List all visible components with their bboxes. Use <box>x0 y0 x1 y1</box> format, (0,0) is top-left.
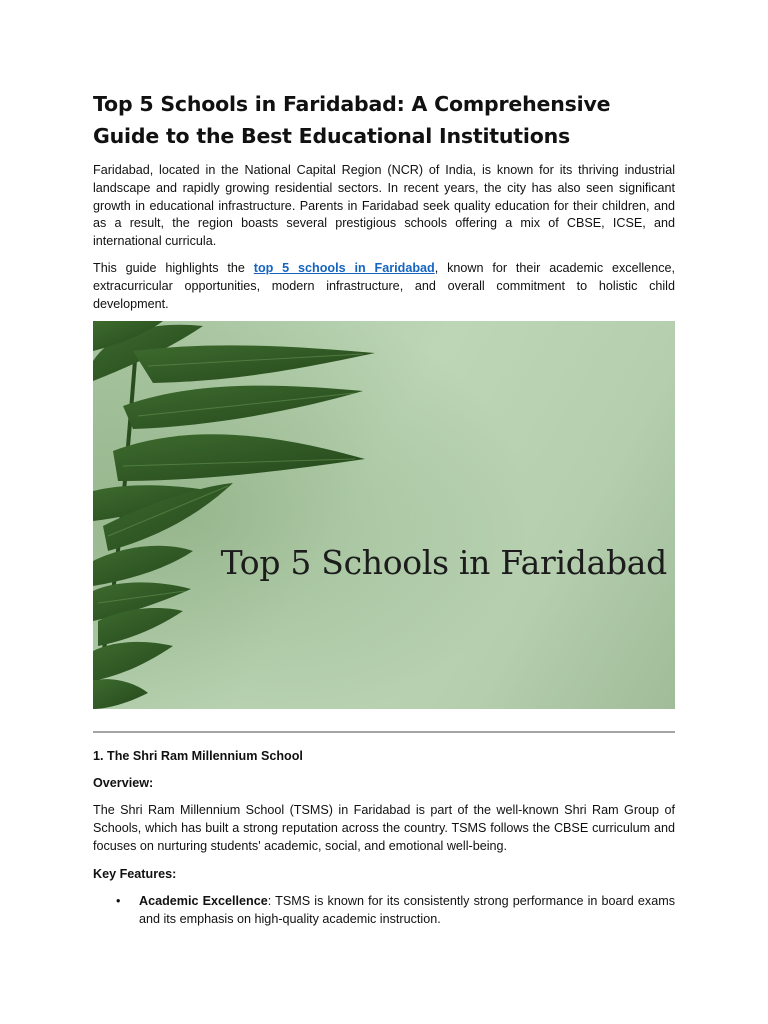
feature-text: : TSMS is known for its consistently strong performance in board exams and its emphasis on high-quality academic instruction. <box>139 893 675 926</box>
hero-image <box>93 321 675 709</box>
overview-text: The Shri Ram Millennium School (TSMS) in Faridabad is part of the well-known Shri Ram Group of Schools, which has built a strong reputation across the country. TSMS follows the CBSE curriculum and focuses on nurturing students' academic, social, and emotional well-being. <box>93 803 675 853</box>
section-divider <box>93 731 675 733</box>
list-item <box>116 893 675 929</box>
school-heading: 1. The Shri Ram Millennium School <box>93 749 303 764</box>
guide-text-after-link: , known for their academic excellence, extracurricular opportunities, modern infrastructure, and overall commitment to holistic child development. <box>93 260 675 311</box>
features-list <box>93 893 675 929</box>
page-title: Top 5 Schools in Faridabad: A Comprehensive Guide to the Best Educational Institutions <box>93 92 611 148</box>
overview-label: Overview: <box>93 776 154 791</box>
guide-text-before-link: This guide highlights the <box>93 260 254 275</box>
key-features-label: Key Features: <box>93 866 177 881</box>
feature-label: Academic Excellence <box>139 893 268 908</box>
hero-caption: Top 5 Schools in Faridabad <box>220 543 667 583</box>
intro-paragraph: Faridabad, located in the National Capital Region (NCR) of India, is known for its thriving industrial landscape and rapidly growing residential sectors. In recent years, the city has also seen significant growth in educational infrastructure. Parents in Faridabad seek quality education for their children, and as a result, the region boasts several prestigious schools offering a mix of CBSE, ICSE, and international curricula. <box>93 163 675 249</box>
bullet-icon: • <box>116 893 121 908</box>
fern-leaf-icon <box>93 321 675 709</box>
top-schools-link[interactable]: top 5 schools in Faridabad <box>253 260 435 275</box>
guide-paragraph <box>93 260 675 313</box>
